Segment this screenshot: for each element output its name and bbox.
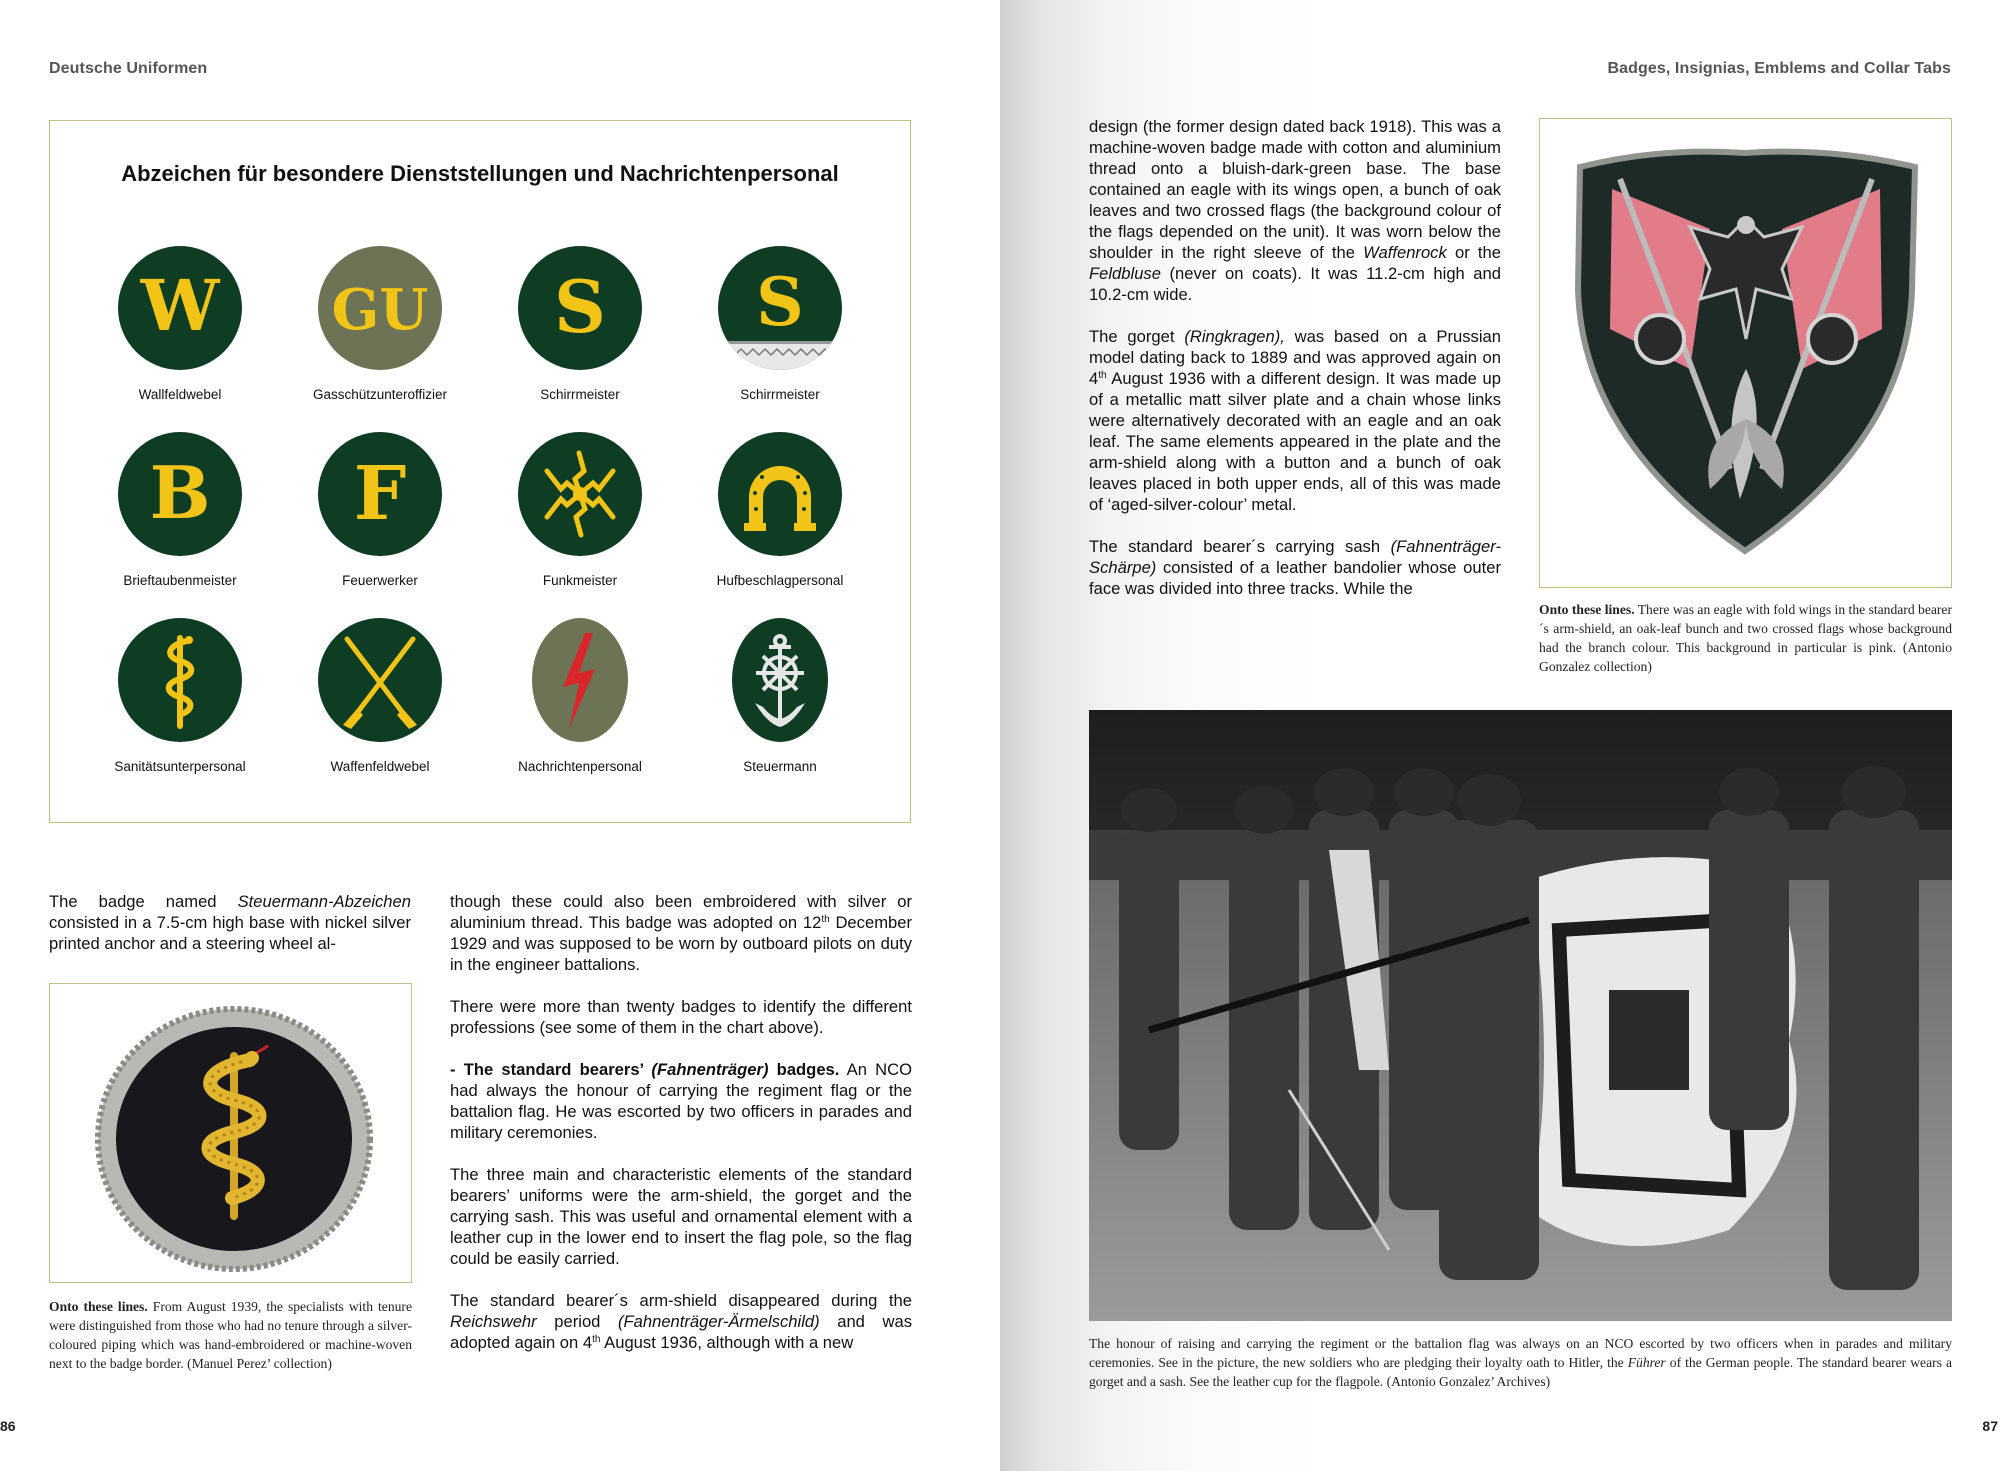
badge-label: Feuerwerker [342, 573, 418, 588]
badge-hufbeschlag [680, 431, 880, 588]
right-column-text: design (the former design dated back 1918). This was a machine-woven badge made with cotton and aluminium thread onto a bluish-dark-green base. The base contained an eagle with its wings open, a bunch of oak leaves and two crossed flags (the background colour of the flags depended on the unit). It was worn below the shoulder in the right sleeve of the Waffenrock or the Feldbluse (never on coats). It was 11.2-cm high and 10.2-cm wide. The gorget (Ringkragen), was based on a Prussian model dating back to 1889 and was approved again on 4th August 1936 with a different design. It was made up of a metallic matt silver plate and a chain whose links were alternatively decorated with an eagle and an oak leaf. The same elements appeared in the plate and the arm-shield along with a button and a bunch of oak leaves placed in both upper ends, all of this was made of ‘aged-silver-colour’ metal. The standard bearer´s carrying sash (Fahnenträger-Schärpe) consisted of a leather bandolier whose outer face was divided into three tracks. While the [1089, 117, 1501, 598]
arm-shield-caption: Onto these lines. There was an eagle with fold wings in the standard bearer´s arm-shield, an oak-leaf bunch and two crossed flags whose background had the branch colour. This background in particular is pink. (Antonio Gonzalez collection) [1539, 602, 1952, 674]
badge-schirrmeister-2 [680, 245, 880, 402]
badge-label: Schirrmeister [740, 387, 820, 402]
schirrmeister-badge-icon [517, 245, 643, 371]
ceremony-photo-caption: The honour of raising and carrying the regiment or the battalion flag was always on an NCO escorted by two officers when in parades and military ceremonies. See in the picture, the new soldiers who are pledging their loyalty oath to Hitler, the Führer of the German people. The standard bearer wears a gorget and a sash. See the leather cup for the flagpole. (Antonio Gonzalez’ Archives) [1089, 1336, 1952, 1389]
lightning-bolts-icon [517, 431, 643, 557]
badge-wallfeldwebel [80, 245, 280, 402]
badge-symbol: S [554, 264, 606, 349]
flag-ceremony-photo [1089, 710, 1952, 1321]
left-column-2-text: though these could also been embroidered with silver or aluminium thread. This badge was adopted on 12th December 1929 and was supposed to be worn by outboard pilots on duty in the engineer battalions. There were more than twenty badges to identify the different professions (see some of them in the chart above). - The standard bearers’ (Fahnenträger) badges. An NCO had always the honour of carrying the regiment flag or the battalion flag. He was escorted by two officers in parades and military ceremonies. The three main and characteristic elements of the standard bearers’ uniforms were the arm-shield, the gorget and the carrying sash. This was useful and ornamental element with a leather cup in the lower end to insert the flag pole, so the flag could be easily carried. The standard bearer´s arm-shield disappeared during the Reichswehr period (Fahnenträger-Ärmelschild) and was adopted again on 4th August 1936, although with a new [450, 892, 912, 1352]
badge-label: Nachrichtenpersonal [518, 759, 642, 774]
badge-symbol: S [756, 263, 804, 341]
red-lightning-icon [517, 617, 643, 743]
page-number-left: 86 [0, 1418, 16, 1434]
anchor-wheel-icon [717, 617, 843, 743]
badge-label: Hufbeschlagpersonal [716, 573, 844, 588]
crossed-rifles-icon [317, 617, 443, 743]
badge-label: Waffenfeldwebel [330, 759, 430, 774]
arm-shield-image [1540, 119, 1952, 588]
badge-symbol: B [149, 450, 211, 535]
badge-sanitat [80, 617, 280, 774]
badge-label: Gasschützunteroffizier [312, 387, 448, 402]
badge-schirrmeister-1 [480, 245, 680, 402]
left-photo-caption: Onto these lines. From August 1939, the specialists with tenure were distinguished from those who had no tenure through a silver-coloured piping which was hand-embroidered or machine-woven next to the badge border. (Manuel Perez’ collection) [49, 1299, 412, 1371]
badge-label: Brieftaubenmeister [123, 573, 237, 588]
running-head-left: Deutsche Uniformen [49, 60, 208, 77]
gasschutz-badge-icon [317, 245, 443, 371]
badge-nachrichten [480, 617, 680, 774]
embroidered-badge-photo [49, 983, 412, 1283]
badge-brieftauben [80, 431, 280, 588]
feuerwerker-badge-icon [317, 431, 443, 557]
badge-gasschutz [280, 245, 480, 402]
horseshoe-icon [717, 431, 843, 557]
wallfeldwebel-badge-icon [117, 245, 243, 371]
badge-chart [49, 120, 911, 823]
running-head-right: Badges, Insignias, Emblems and Collar Tabs [1607, 60, 1951, 77]
badge-feuerwerker [280, 431, 480, 588]
badge-label: Steuermann [743, 759, 817, 774]
staff-of-aesculapius-icon [117, 617, 243, 743]
page-number-right: 87 [1982, 1418, 1998, 1434]
chart-title: Abzeichen für besondere Dienststellungen und Nachrichtenpersonal [121, 161, 839, 186]
sanitats-badge-image [50, 984, 412, 1283]
brieftauben-badge-icon [117, 431, 243, 557]
badge-label: Wallfeldwebel [138, 387, 222, 402]
left-column-1-text: The badge named Steuermann-Abzeichen consisted in a 7.5-cm high base with nickel silver printed anchor and a steering wheel al- [49, 892, 411, 953]
badge-steuermann [680, 617, 880, 774]
badge-label: Schirrmeister [540, 387, 620, 402]
badge-label: Funkmeister [542, 573, 618, 588]
badge-symbol: F [353, 451, 407, 537]
schirrmeister-piped-badge-icon [717, 245, 843, 371]
flag-ceremony-image [1089, 710, 1952, 1321]
badge-symbol: W [140, 264, 220, 347]
badge-funkmeister [480, 431, 680, 588]
badge-symbol: GU [331, 277, 429, 343]
badge-label: Sanitätsunterpersonal [114, 759, 246, 774]
arm-shield-photo [1539, 118, 1952, 588]
badge-waffenfeldwebel [280, 617, 480, 774]
